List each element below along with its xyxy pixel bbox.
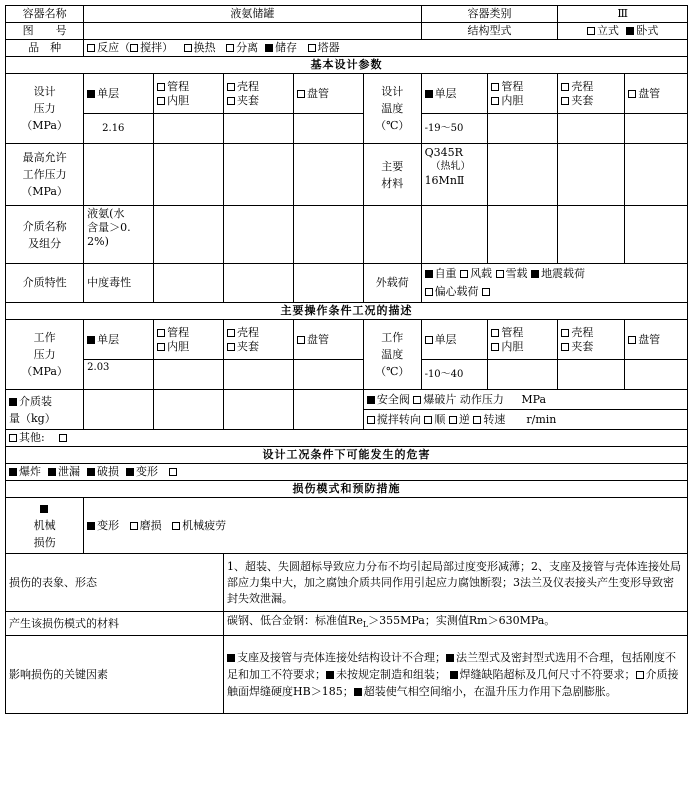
- variety-label: 品 种: [6, 40, 84, 57]
- mech-deform-checkbox[interactable]: [87, 522, 95, 530]
- design-jacket-checkbox[interactable]: [227, 97, 235, 105]
- op-pressure-label: 工作 压力 （MPa）: [6, 320, 84, 390]
- safety-valve-checkbox[interactable]: [367, 396, 375, 404]
- design-shell-jacket: 壳程 夹套: [224, 74, 294, 114]
- load-wind-checkbox[interactable]: [460, 270, 468, 278]
- op-temp-shell-checkbox[interactable]: [561, 329, 569, 337]
- design-temp-shell-jacket: 壳程 夹套: [558, 74, 625, 114]
- load-self-weight-checkbox[interactable]: [425, 270, 433, 278]
- factor-label: 影响损伤的关键因素: [6, 636, 224, 714]
- burst-disc-checkbox[interactable]: [413, 396, 421, 404]
- design-temp-jacket-checkbox[interactable]: [561, 97, 569, 105]
- op-temp-inner-checkbox[interactable]: [491, 343, 499, 351]
- factor-5-checkbox[interactable]: [636, 671, 644, 679]
- load-snow-checkbox[interactable]: [496, 270, 504, 278]
- stir-options: 搅拌转向 顺 逆 转速 r/min: [363, 410, 687, 430]
- damage-section-title: 损伤模式和预防措施: [6, 481, 688, 498]
- stir-speed-checkbox[interactable]: [473, 416, 481, 424]
- structure-opt2-checkbox[interactable]: [626, 27, 634, 35]
- material-label: 主要 材料: [363, 144, 421, 206]
- stir-ccw-checkbox[interactable]: [449, 416, 457, 424]
- factor-2-checkbox[interactable]: [446, 654, 454, 662]
- variety-reaction-checkbox[interactable]: [87, 44, 95, 52]
- variety-heat-checkbox[interactable]: [184, 44, 192, 52]
- load-eccentric-checkbox[interactable]: [425, 288, 433, 296]
- op-single-layer: 单层: [84, 320, 154, 360]
- appearance-text: 1、超装、失圆超标导致应力分布不均引起局部过度变形减薄；2、支座及接管与壳体连接处局部应力集中大，加之腐蚀介质共同作用引起应力腐蚀断裂；3法兰及仪表接头产生变形导致密封失效泄漏。: [224, 554, 688, 612]
- variety-stir-checkbox[interactable]: [130, 44, 138, 52]
- variety-storage-checkbox[interactable]: [265, 44, 273, 52]
- mech-damage-checkbox[interactable]: [40, 505, 48, 513]
- design-single-layer-checkbox[interactable]: [87, 90, 95, 98]
- op-jacket-checkbox[interactable]: [227, 343, 235, 351]
- medium-fill: 介质装 量（kg）: [6, 390, 84, 430]
- design-section-title: 基本设计参数: [6, 57, 688, 74]
- medium-prop-value: 中度毒性: [84, 264, 154, 303]
- op-temp-tube-checkbox[interactable]: [491, 329, 499, 337]
- load-other-checkbox[interactable]: [482, 288, 490, 296]
- op-coil: 盘管: [293, 320, 363, 360]
- safety-options: 安全阀 爆破片 动作压力 MPa: [363, 390, 687, 410]
- load-seismic-checkbox[interactable]: [531, 270, 539, 278]
- drawing-no-label: 图 号: [6, 23, 84, 40]
- design-tube-checkbox[interactable]: [157, 83, 165, 91]
- factor-4-checkbox[interactable]: [450, 671, 458, 679]
- other-checkbox[interactable]: [9, 434, 17, 442]
- mech-wear-checkbox[interactable]: [130, 522, 138, 530]
- hazard-section-title: 设计工况条件下可能发生的危害: [6, 447, 688, 464]
- stir-dir-checkbox[interactable]: [367, 416, 375, 424]
- factor-1-checkbox[interactable]: [227, 654, 235, 662]
- design-single-layer: 单层: [84, 74, 154, 114]
- other-extra-checkbox[interactable]: [59, 434, 67, 442]
- op-temp-jacket-checkbox[interactable]: [561, 343, 569, 351]
- mech-fatigue-checkbox[interactable]: [172, 522, 180, 530]
- factor-6-checkbox[interactable]: [354, 688, 362, 696]
- medium-fill-checkbox[interactable]: [9, 398, 17, 406]
- design-temp-coil: 盘管: [625, 74, 688, 114]
- op-temp-single-layer: 单层: [421, 320, 488, 360]
- op-temp-label: 工作 温度 （℃）: [363, 320, 421, 390]
- variety-tower-checkbox[interactable]: [308, 44, 316, 52]
- variety-options: 反应（ 搅拌） 换热 分离 储存 塔器: [84, 40, 688, 57]
- pressure-vessel-form: [5, 5, 688, 714]
- damage-material-label: 产生该损伤模式的材料: [6, 612, 224, 636]
- op-shell-checkbox[interactable]: [227, 329, 235, 337]
- design-inner-checkbox[interactable]: [157, 97, 165, 105]
- stir-cw-checkbox[interactable]: [424, 416, 432, 424]
- container-name-value: 液氨储罐: [84, 6, 421, 23]
- design-temp-label: 设计 温度 （℃）: [363, 74, 421, 144]
- design-temp-tube-inner: 管程 内胆: [488, 74, 558, 114]
- drawing-no-value: [84, 23, 421, 40]
- op-single-checkbox[interactable]: [87, 336, 95, 344]
- design-temp-shell-checkbox[interactable]: [561, 83, 569, 91]
- op-pressure-value: 2.03: [84, 360, 154, 390]
- op-tube-checkbox[interactable]: [157, 329, 165, 337]
- design-temp-tube-checkbox[interactable]: [491, 83, 499, 91]
- variety-separate-checkbox[interactable]: [226, 44, 234, 52]
- other-row: 其他:: [6, 430, 688, 447]
- op-temp-value: -10～40: [421, 360, 488, 390]
- op-coil-checkbox[interactable]: [297, 336, 305, 344]
- container-class-label: 容器类别: [421, 6, 558, 23]
- hazard-leak-checkbox[interactable]: [48, 468, 56, 476]
- mawp-label: 最高允许 工作压力 （MPa）: [6, 144, 84, 206]
- op-shell-jacket: 壳程 夹套: [224, 320, 294, 360]
- mech-damage-label: 机械 损伤: [6, 498, 84, 554]
- design-tube-inner: 管程 内胆: [154, 74, 224, 114]
- structure-label: 结构型式: [421, 23, 558, 40]
- medium-label: 介质名称 及组分: [6, 206, 84, 264]
- load-options: 自重 风载 雪载 地震载荷 偏心载荷: [421, 264, 687, 303]
- op-temp-coil-checkbox[interactable]: [628, 336, 636, 344]
- design-temp-single-layer: 单层: [421, 74, 488, 114]
- factor-3-checkbox[interactable]: [326, 671, 334, 679]
- structure-opt1-checkbox[interactable]: [587, 27, 595, 35]
- hazard-damage-checkbox[interactable]: [87, 468, 95, 476]
- op-temp-shell-jacket: 壳程 夹套: [558, 320, 625, 360]
- design-coil: 盘管: [293, 74, 363, 114]
- op-inner-checkbox[interactable]: [157, 343, 165, 351]
- structure-options: 立式 卧式: [558, 23, 688, 40]
- appearance-label: 损伤的表象、形态: [6, 554, 224, 612]
- damage-material-text: 碳钢、低合金钢：标准值$Re_L>355MPa$；实测值Rm＞630MPa。: [224, 612, 688, 636]
- container-class-value: Ⅲ: [558, 6, 688, 23]
- op-temp-coil: 盘管: [625, 320, 688, 360]
- op-temp-tube-inner: 管程 内胆: [488, 320, 558, 360]
- design-temp-inner-checkbox[interactable]: [491, 97, 499, 105]
- medium-prop-label: 介质特性: [6, 264, 84, 303]
- load-label: 外载荷: [363, 264, 421, 303]
- material-value: Q345R （热轧） 16MnⅡ: [421, 144, 488, 206]
- design-coil-checkbox[interactable]: [297, 90, 305, 98]
- op-temp-single-checkbox[interactable]: [425, 336, 433, 344]
- hazard-explosion-checkbox[interactable]: [9, 468, 17, 476]
- hazard-deform-checkbox[interactable]: [126, 468, 134, 476]
- design-pressure-value: 2.16: [84, 114, 154, 144]
- hazard-other-checkbox[interactable]: [169, 468, 177, 476]
- design-pressure-label: 设计 压力 （MPa）: [6, 74, 84, 144]
- design-shell-checkbox[interactable]: [227, 83, 235, 91]
- op-tube-inner: 管程 内胆: [154, 320, 224, 360]
- container-name-label: 容器名称: [6, 6, 84, 23]
- design-temp-value: -19～50: [421, 114, 488, 144]
- mech-damage-options: 变形 磨损 机械疲劳: [84, 498, 688, 554]
- medium-value: 液氨(水 含量＞0. 2%): [84, 206, 154, 264]
- operation-section-title: 主要操作条件工况的描述: [6, 303, 688, 320]
- factor-text: 支座及接管与壳体连接处结构设计不合理； 法兰型式及密封型式选用不合理，包括刚度不足和加工不符要求； 未按规定制造和组装； 焊缝缺陷超标及几何尺寸不符要求； 介质接触面焊缝硬度HB＞185； 超装使气相空间缩小，在温升压力作用下急剧膨胀。: [224, 636, 688, 714]
- hazard-options: 爆炸 泄漏 破损 变形: [6, 464, 688, 481]
- design-temp-coil-checkbox[interactable]: [628, 90, 636, 98]
- design-temp-single-checkbox[interactable]: [425, 90, 433, 98]
